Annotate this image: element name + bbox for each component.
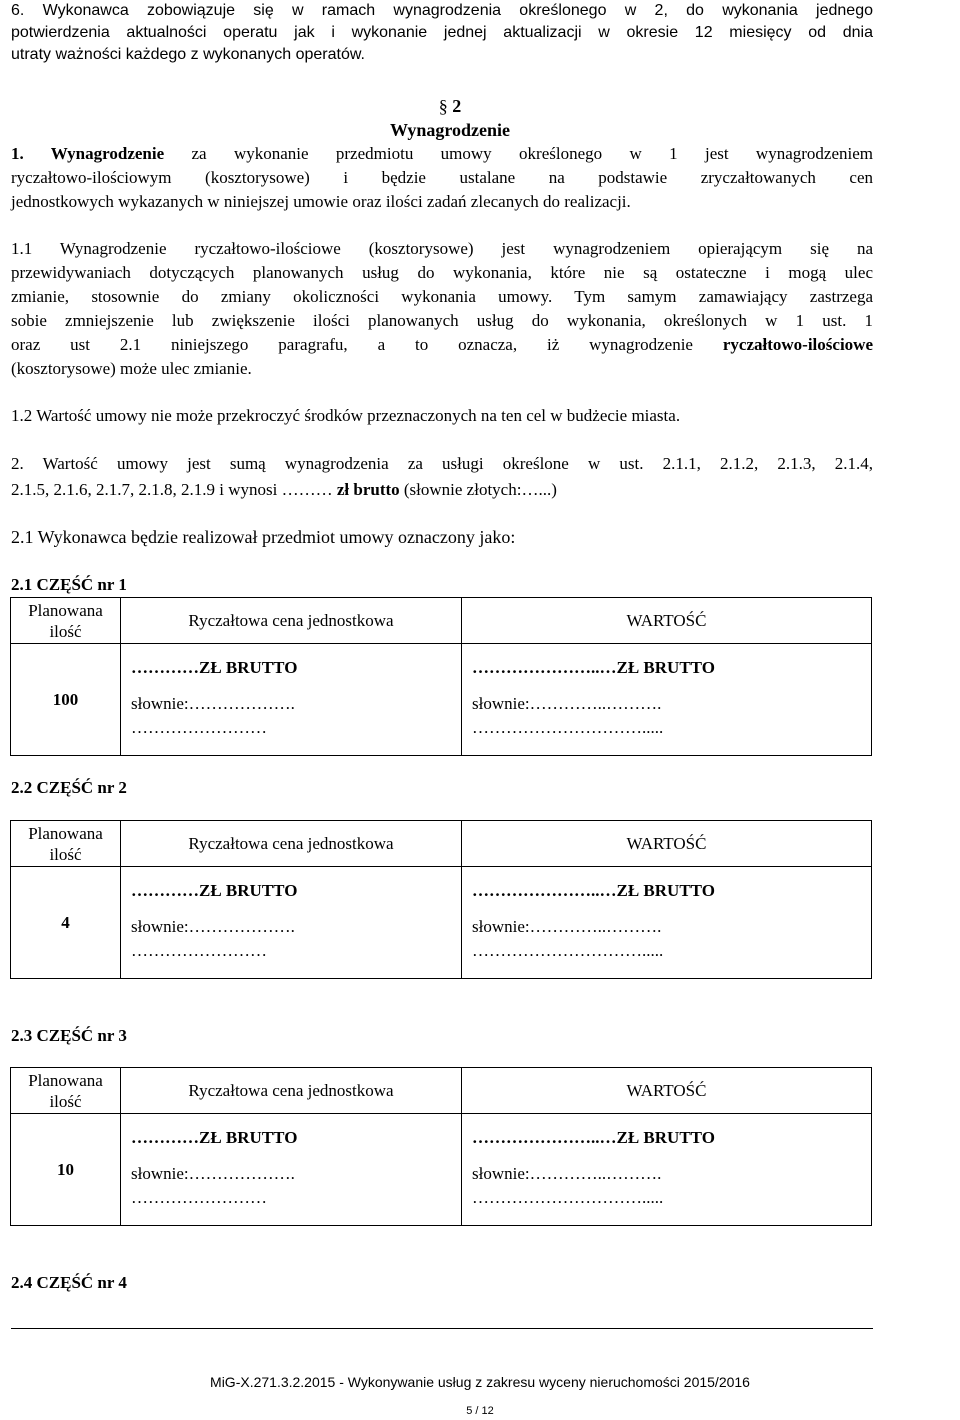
section-title: Wynagrodzenie bbox=[390, 120, 510, 140]
paragraph-1-1-line-5-b: ryczałtowo-ilościowe bbox=[722, 335, 873, 354]
header-value: WARTOŚĆ bbox=[462, 598, 872, 644]
section-number-value: 2 bbox=[452, 96, 462, 116]
part-1-value-cell bbox=[462, 644, 872, 756]
header-qty: Planowana ilość bbox=[11, 598, 121, 644]
value-price-line: …………………..…ZŁ BRUTTO bbox=[472, 881, 715, 900]
paragraph-1-line-1 bbox=[11, 143, 873, 165]
paragraph-1-1-line-1: 1.1 Wynagrodzenie ryczałtowo-ilościowe (kosztorysowe) jest wynagrodzeniem opierającym się na bbox=[11, 239, 873, 258]
header-unit-price: Ryczałtowa cena jednostkowa bbox=[121, 1068, 462, 1114]
paragraph-2-line-2 bbox=[11, 479, 557, 501]
paragraph-6-line-3: utraty ważności każdego z wykonanych operatów. bbox=[11, 46, 365, 63]
unit-dots-line: …………………… bbox=[131, 941, 267, 960]
paragraph-1-line-2: ryczałtowo-ilościowym (kosztorysowe) i będzie ustalane na podstawie zryczałtowanych cen bbox=[11, 168, 873, 187]
value-dots-line: …………………………..... bbox=[472, 718, 664, 737]
paragraph-6-line-1: 6. Wykonawca zobowiązuje się w ramach wynagrodzenia określonego w 2, do wykonania jednego bbox=[11, 2, 873, 19]
paragraph-2-line-2-a: 2.1.5, 2.1.6, 2.1.7, 2.1.8, 2.1.9 i wynosi bbox=[11, 480, 278, 499]
section-symbol: § bbox=[438, 96, 448, 116]
paragraph-1-1-line-6: (kosztorysowe) może ulec zmianie. bbox=[11, 359, 252, 378]
part-2-qty: 4 bbox=[11, 867, 121, 979]
value-words-line: słownie:…………..………. bbox=[472, 917, 662, 936]
paragraph-2-line-2-b: zł brutto bbox=[336, 480, 400, 499]
part-2-value-cell bbox=[462, 867, 872, 979]
part-3-table bbox=[10, 1067, 872, 1226]
unit-words-line: słownie:………………. bbox=[131, 1164, 295, 1183]
part-1-table bbox=[10, 597, 872, 756]
part-1-unit-price-cell bbox=[121, 644, 462, 756]
header-value: WARTOŚĆ bbox=[462, 1068, 872, 1114]
paragraph-1-1-line-3: zmianie, stosownie do zmiany okoliczności wykonania umowy. Tym samym zamawiający zastrzega bbox=[11, 287, 873, 306]
value-dots-line: …………………………..... bbox=[472, 1188, 664, 1207]
unit-price-line: …………ZŁ BRUTTO bbox=[131, 1128, 298, 1147]
header-qty: Planowana ilość bbox=[11, 1068, 121, 1114]
paragraph-2-1: 2.1 Wykonawca będzie realizował przedmiot umowy oznaczony jako: bbox=[11, 527, 516, 547]
part-3-unit-price-cell bbox=[121, 1114, 462, 1226]
paragraph-1-1-line-2: przewidywaniach dotyczących planowanych usług do wykonania, które nie są ostateczne i mogą ulec bbox=[11, 263, 873, 282]
paragraph-1-1-line-4: sobie zmniejszenie lub zwiększenie ilości planowanych usług do wykonania, określonych w 1 ust. 1 bbox=[11, 311, 873, 330]
paragraph-1-1-line-5-a: oraz ust 2.1 niniejszego paragrafu, a to oznacza, iż wynagrodzenie bbox=[11, 335, 693, 354]
part-2-unit-price-cell bbox=[121, 867, 462, 979]
paragraph-6-line-2: potwierdzenia aktualności operatu jak i wykonanie jednej aktualizacji w okresie 12 miesięcy od dnia bbox=[11, 24, 873, 41]
unit-dots-line: …………………… bbox=[131, 1188, 267, 1207]
unit-price-line: …………ZŁ BRUTTO bbox=[131, 658, 298, 677]
part-1-qty: 100 bbox=[11, 644, 121, 756]
value-price-line: …………………..…ZŁ BRUTTO bbox=[472, 1128, 715, 1147]
part-3-value-cell bbox=[462, 1114, 872, 1226]
part-3-qty: 10 bbox=[11, 1114, 121, 1226]
part-3-heading: 2.3 CZĘŚĆ nr 3 bbox=[11, 1026, 127, 1045]
header-unit-price: Ryczałtowa cena jednostkowa bbox=[121, 598, 462, 644]
paragraph-1-line-3: jednostkowych wykazanych w niniejszej umowie oraz ilości zadań zlecanych do realizacji. bbox=[11, 192, 631, 211]
value-price-line: …………………..…ZŁ BRUTTO bbox=[472, 658, 715, 677]
part-4-heading: 2.4 CZĘŚĆ nr 4 bbox=[11, 1273, 127, 1292]
paragraph-1-line-1-rest: za wykonanie przedmiotu umowy określonego w 1 jest wynagrodzeniem bbox=[191, 144, 873, 163]
part-2-table bbox=[10, 820, 872, 979]
paragraph-1-2: 1.2 Wartość umowy nie może przekroczyć środków przeznaczonych na ten cel w budżecie miasta. bbox=[11, 406, 681, 425]
value-words-line: słownie:…………..………. bbox=[472, 694, 662, 713]
part-1-heading: 2.1 CZĘŚĆ nr 1 bbox=[11, 575, 127, 594]
footer-reference: MiG-X.271.3.2.2015 - Wykonywanie usług z zakresu wyceny nieruchomości 2015/2016 bbox=[210, 1374, 750, 1390]
paragraph-2-line-2-c: (słownie złotych:…...) bbox=[403, 480, 557, 499]
unit-price-line: …………ZŁ BRUTTO bbox=[131, 881, 298, 900]
paragraph-2-line-1: 2. Wartość umowy jest sumą wynagrodzenia za usługi określone w ust. 2.1.1, 2.1.2, 2.1.3, 2.1.4, bbox=[11, 454, 873, 473]
header-value: WARTOŚĆ bbox=[462, 821, 872, 867]
unit-words-line: słownie:………………. bbox=[131, 917, 295, 936]
section-number bbox=[0, 96, 900, 117]
paragraph-1-lead: 1. Wynagrodzenie bbox=[11, 144, 165, 163]
header-unit-price: Ryczałtowa cena jednostkowa bbox=[121, 821, 462, 867]
paragraph-2-line-2-dots: ……… bbox=[281, 480, 333, 499]
unit-dots-line: …………………… bbox=[131, 718, 267, 737]
value-dots-line: …………………………..... bbox=[472, 941, 664, 960]
page-number: 5 / 12 bbox=[466, 1405, 494, 1417]
part-2-heading: 2.2 CZĘŚĆ nr 2 bbox=[11, 778, 127, 797]
value-words-line: słownie:…………..………. bbox=[472, 1164, 662, 1183]
header-qty: Planowana ilość bbox=[11, 821, 121, 867]
unit-words-line: słownie:………………. bbox=[131, 694, 295, 713]
footer-divider bbox=[11, 1328, 873, 1329]
paragraph-1-1-line-5 bbox=[11, 334, 873, 356]
